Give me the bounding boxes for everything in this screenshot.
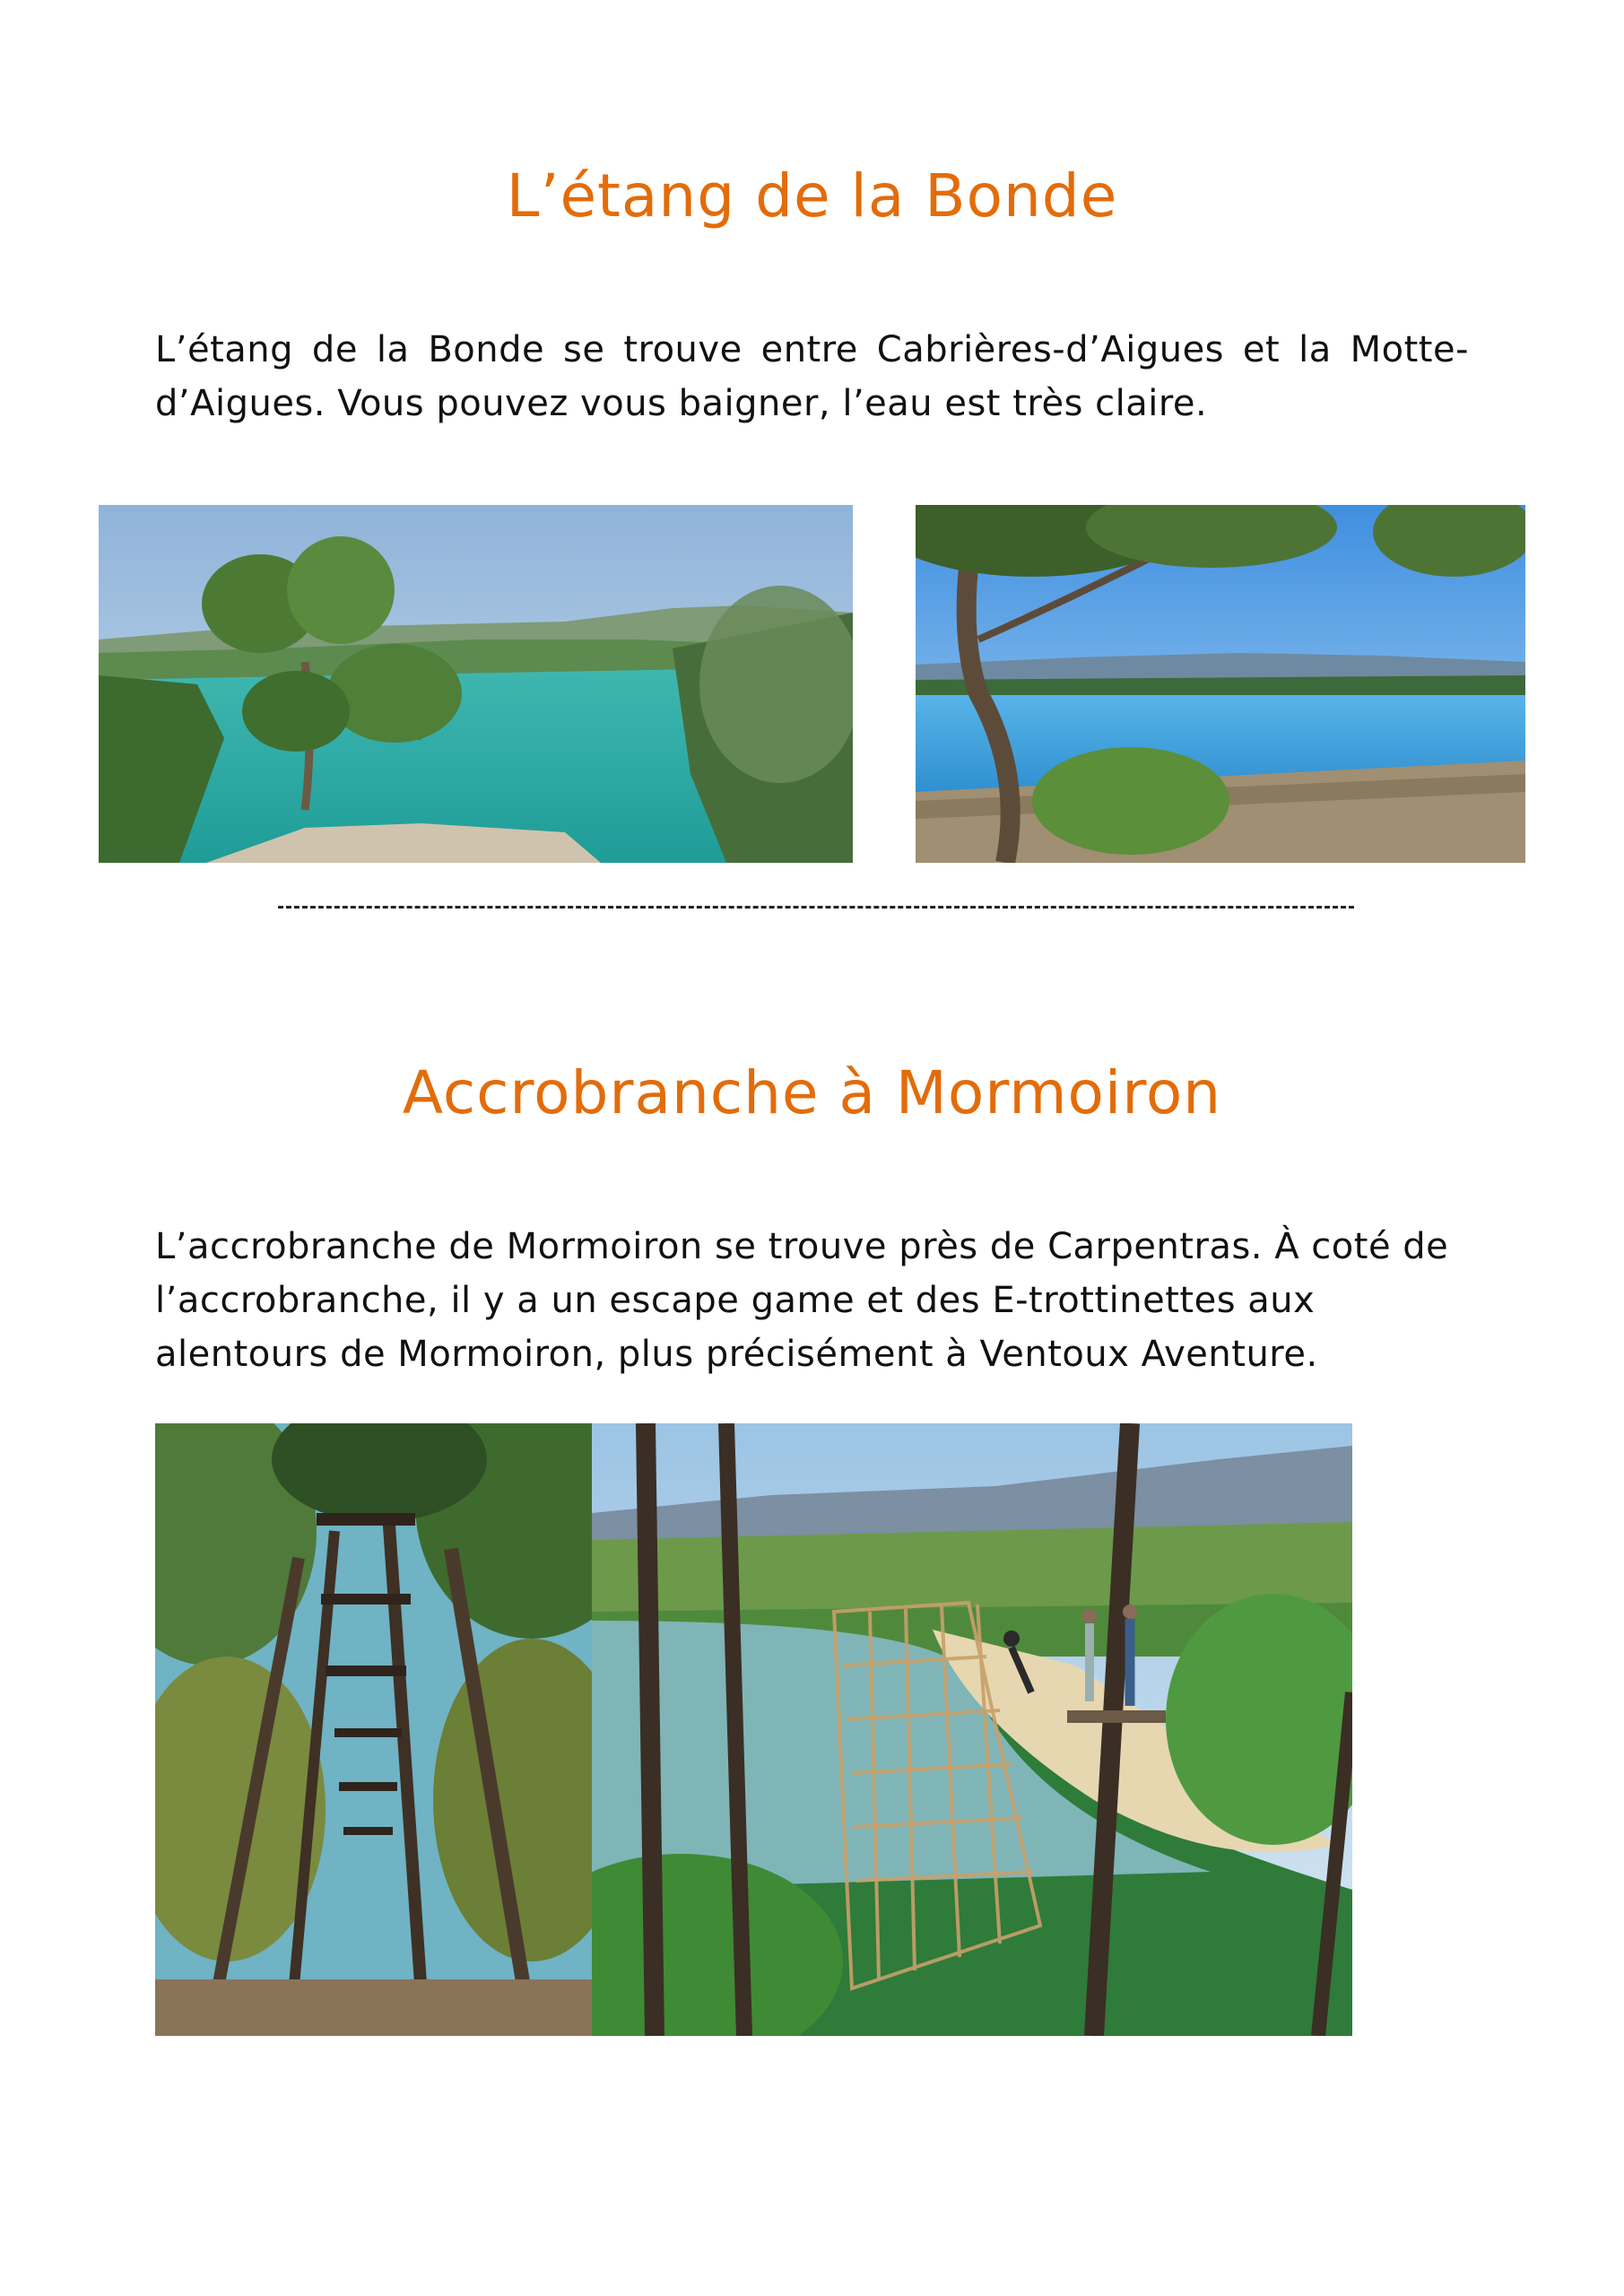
treetop-course-photo xyxy=(155,1423,592,2036)
section-title-accrobranche: Accrobranche à Mormoiron xyxy=(402,1058,1222,1127)
section-title-etang: L’étang de la Bonde xyxy=(506,161,1118,230)
paragraph-accrobranche: L’accrobranche de Mormoiron se trouve près de Carpentras. À coté de l’accrobranche, il y a un escape game et des E-trottinettes aux alentours de Mormoiron, plus précisément à Ventoux Aventure. xyxy=(155,1226,1449,1375)
lake-photo-wall xyxy=(916,505,1525,863)
dashed-divider xyxy=(278,906,1354,909)
paragraph-etang: L’étang de la Bonde se trouve entre Cabrières-d’Aigues et la Motte-d’Aigues. Vous pouvez vous baigner, l’eau est très claire. xyxy=(155,329,1469,424)
net-over-lake-photo xyxy=(592,1423,1352,2036)
lake-photo-pine xyxy=(99,505,853,863)
